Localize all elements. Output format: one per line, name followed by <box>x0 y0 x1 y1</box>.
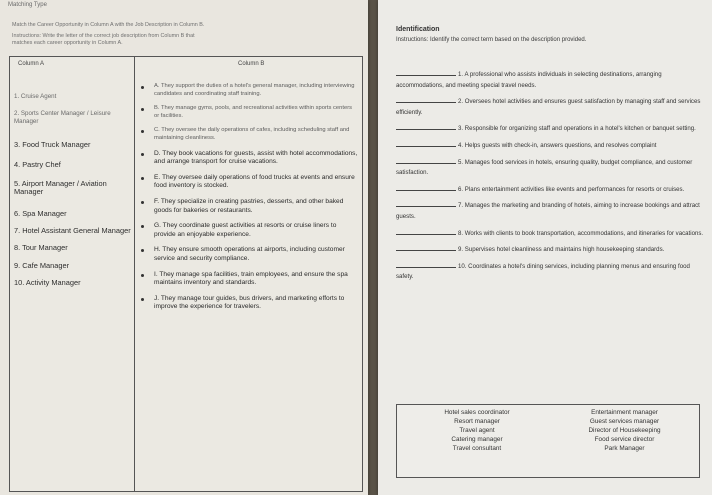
word-bank-column-1 <box>417 408 537 453</box>
identification-item <box>396 229 706 240</box>
bullet-dot <box>141 249 144 252</box>
column-b-text: D. They book vacations for guests, assist with hotel accommodations, and arrange transport for cruise vacations. <box>154 149 358 166</box>
answer-blank[interactable] <box>396 262 456 268</box>
column-a-item: 9. Cafe Manager <box>14 261 70 270</box>
answer-blank[interactable] <box>396 201 456 207</box>
identification-item <box>396 124 706 135</box>
column-b-item <box>144 246 358 263</box>
column-b-item <box>144 174 358 191</box>
column-a-item: 6. Spa Manager <box>14 208 67 218</box>
answer-blank[interactable] <box>396 158 456 164</box>
column-a-item: 8. Tour Manager <box>14 242 68 252</box>
matching-table <box>9 56 363 492</box>
answer-blank[interactable] <box>396 97 456 103</box>
bullet-dot <box>141 225 144 228</box>
identification-item <box>396 141 706 152</box>
column-divider <box>134 57 135 491</box>
bullet-dot <box>141 298 144 301</box>
word-bank-term: Park Manager <box>604 445 645 452</box>
answer-blank[interactable] <box>396 245 456 251</box>
word-bank-term: Food service director <box>594 436 655 443</box>
bullet-dot <box>141 201 144 204</box>
word-bank-term: Entertainment manager <box>591 409 658 416</box>
column-a-item: 7. Hotel Assistant General Manager <box>14 226 131 235</box>
identification-item <box>396 262 706 283</box>
identification-item <box>396 201 706 222</box>
word-bank-term: Resort manager <box>454 418 500 425</box>
word-bank-term: Catering manager <box>451 436 503 443</box>
column-b-list <box>144 83 358 319</box>
column-b-text: G. They coordinate guest activities at resorts or cruise liners to provide an enjoyable experience. <box>154 222 337 238</box>
item-text: 2. Oversees hotel activities and ensures guest satisfaction by managing staff and services efficiently. <box>396 98 701 116</box>
item-text: 4. Helps guests with check-in, answers questions, and resolves complaint <box>458 141 657 149</box>
item-text: 5. Manages food services in hotels, ensuring quality, budget compliance, and customer satisfaction. <box>396 158 693 177</box>
column-a-item: 10. Activity Manager <box>14 277 81 287</box>
word-bank <box>396 404 700 478</box>
column-a-item: 4. Pastry Chef <box>14 160 61 169</box>
identification-item <box>396 70 706 91</box>
word-bank-column-2 <box>557 408 692 453</box>
answer-blank[interactable] <box>396 141 456 147</box>
column-b-item <box>144 198 358 215</box>
bullet-dot <box>141 177 144 180</box>
bullet-dot <box>141 153 144 156</box>
column-b-text: A. They support the duties of a hotel's general manager, including interviewing candidates and coordinating staff training. <box>154 83 355 97</box>
item-text: 7. Manages the marketing and branding of hotels, aiming to increase bookings and attract guests. <box>396 202 700 220</box>
column-b-item <box>144 271 358 288</box>
bullet-dot <box>141 86 144 89</box>
column-a-list <box>14 93 132 295</box>
instruction-line: Match the Career Opportunity in Column A with the Job Description in Column B. <box>12 22 205 28</box>
page-title: Matching Type <box>8 2 47 8</box>
answer-blank[interactable] <box>396 124 456 130</box>
column-a-item: 5. Airport Manager / Aviation Manager <box>14 178 107 196</box>
answer-blank[interactable] <box>396 229 456 235</box>
column-b-item <box>144 83 358 98</box>
column-a-item: 3. Food Truck Manager <box>14 139 91 149</box>
column-b-header: Column B <box>238 61 265 67</box>
item-text: 3. Responsible for organizing staff and operations in a hotel's kitchen or banquet setting. <box>458 125 696 133</box>
word-bank-term: Travel consultant <box>452 445 502 452</box>
page-title: Identification <box>396 26 440 33</box>
instructions: Instructions: Identify the correct term based on the description provided. <box>396 37 587 43</box>
column-a-item: 1. Cruise Agent <box>14 93 57 100</box>
item-text: 1. A professional who assists individuals in selecting destinations, arranging accommodations, and meeting special travel needs. <box>396 71 662 89</box>
instruction-line: Instructions: Write the letter of the correct job description from Column B that <box>12 32 195 39</box>
column-b-text: F. They specialize in creating pastries, desserts, and other baked goods for bakeries or restaurants. <box>154 197 344 214</box>
column-a-header: Column A <box>18 61 45 67</box>
column-b-item <box>144 295 358 312</box>
identification-item <box>396 245 706 256</box>
item-text: 6. Plans entertainment activities like events and performances for resorts or cruises. <box>458 185 685 193</box>
word-bank-term: Guest services manager <box>589 418 660 425</box>
column-b-item <box>144 105 358 120</box>
bullet-dot <box>141 274 144 277</box>
identification-item <box>396 185 706 196</box>
word-bank-term: Travel agent <box>459 427 495 434</box>
column-a-item: 2. Sports Center Manager / Leisure Manager <box>14 109 111 125</box>
instruction-line: matches each career opportunity in Column A. <box>12 40 123 46</box>
instructions <box>12 22 357 51</box>
identification-item <box>396 158 706 179</box>
answer-blank[interactable] <box>396 70 456 76</box>
item-text: 9. Supervises hotel cleanliness and maintains high housekeeping standards. <box>458 246 665 254</box>
column-b-item <box>144 150 358 167</box>
column-b-text: C. They oversee the daily operations of cafes, including scheduling staff and maintaining cleanliness. <box>154 127 350 141</box>
column-b-text: I. They manage spa facilities, train employees, and ensure the spa maintains inventory and standards. <box>154 270 348 287</box>
answer-blank[interactable] <box>396 185 456 191</box>
bullet-dot <box>141 130 144 133</box>
identification-list <box>396 70 706 289</box>
bullet-dot <box>141 108 144 111</box>
column-b-text: H. They ensure smooth operations at airports, including customer service and security compliance. <box>154 246 345 262</box>
item-text: 8. Works with clients to book transportation, accommodations, and itineraries for vacations. <box>458 229 704 237</box>
column-b-text: J. They manage tour guides, bus drivers, and marketing efforts to improve the experience for travelers. <box>154 294 345 311</box>
column-b-text: B. They manage gyms, pools, and recreational activities within sports centers or facilities. <box>154 105 353 119</box>
identification-page <box>378 0 712 495</box>
column-b-item <box>144 222 358 239</box>
column-b-item <box>144 127 358 142</box>
word-bank-term: Director of Housekeeping <box>588 427 661 434</box>
item-text: 10. Coordinates a hotel's dining services, including planning menus and ensuring food safety. <box>396 262 690 281</box>
identification-item <box>396 97 706 118</box>
column-b-text: E. They oversee daily operations of food trucks at events and ensure food inventory is stocked. <box>154 173 355 190</box>
word-bank-term: Hotel sales coordinator <box>444 409 510 416</box>
